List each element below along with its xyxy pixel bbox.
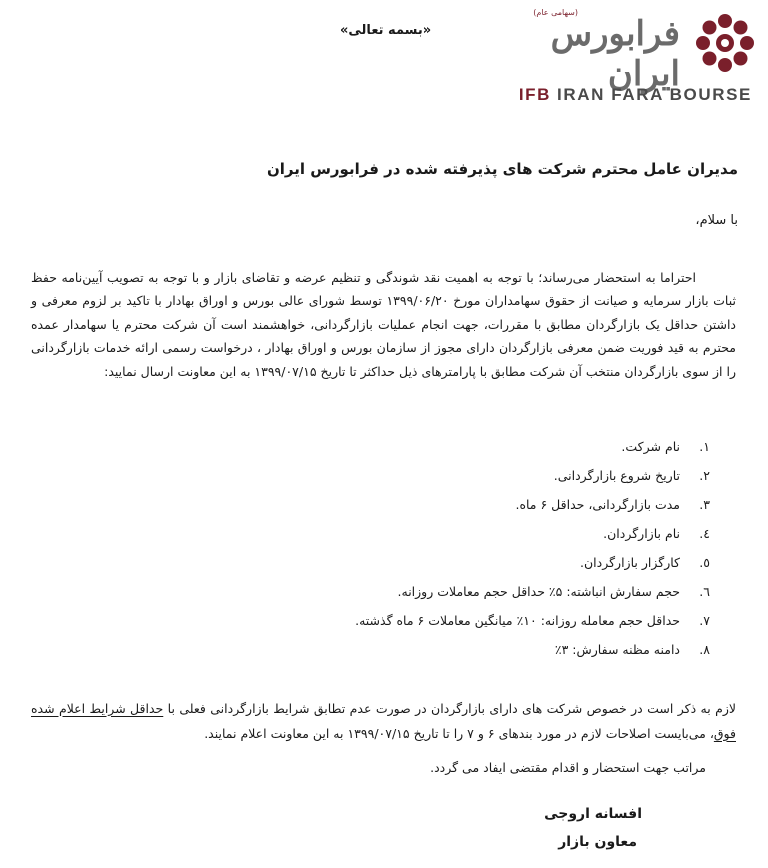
closing-underlined-text: حداقل شرایط اعلام شده فوق bbox=[31, 700, 736, 741]
body-text: احتراما به استحضار می‌رساند؛ با توجه به اهمیت نقد شوندگی و تنظیم عرضه و تقاضای بازار و با توجه به تصویب آیین‌نامه حفظ ثبات بازار سرمایه و صیانت از حقوق سهامداران مورخ ۱۳۹۹/۰۶/۲۰ توسط شورای عالی بورس و اوراق بهادار با تاکید بر لزوم معرفی و داشتن حداقل یک بازارگردان مطابق با مقررات، جهت انجام عملیات بازارگردانی، خواهشمند است آن شرکت محترم یا سهامدار عمده محترم به قید فوریت ضمن معرفی بازارگردان دارای مجوز از سازمان بورس و اوراق بهادار ، درخواست رسمی ارائه خدمات بازارگردانی را از سوی بازارگردان منتخب آن شرکت مطابق با پارامترهای ذیل حداکثر تا تاریخ ۱۳۹۹/۰۷/۱۵ به این معاونت ارسال نمایید: bbox=[31, 269, 736, 379]
params-list bbox=[60, 432, 710, 664]
final-line: مراتب جهت استحضار و اقدام مقتضی ایفاد می گردد. bbox=[430, 760, 706, 775]
closing-text-after: ، می‌بایست اصلاحات لازم در مورد بندهای ۶ و ۷ را تا تاریخ ۱۳۹۹/۰۷/۱۵ به این معاونت اعلام نمایند. bbox=[204, 725, 714, 741]
list-item-text: نام شرکت. bbox=[621, 439, 680, 454]
ifb-emblem-icon bbox=[692, 10, 758, 76]
logo-name-en-text: IRAN FARA BOURSE bbox=[557, 85, 752, 104]
closing-paragraph bbox=[31, 696, 736, 746]
list-item-number: ۸. bbox=[699, 642, 710, 657]
list-item-number: ۱. bbox=[699, 439, 710, 454]
list-item bbox=[60, 606, 710, 635]
list-item-number: ٥. bbox=[699, 555, 710, 570]
list-item-number: ۲. bbox=[699, 468, 710, 483]
list-item-text: تاریخ شروع بازارگردانی. bbox=[553, 468, 680, 483]
list-item-text: مدت بازارگردانی، حداقل ۶ ماه. bbox=[515, 497, 680, 512]
list-item-number: ۳. bbox=[699, 497, 710, 512]
list-item-text: کارگزار بازارگردان. bbox=[580, 555, 680, 570]
list-item-number: ٤. bbox=[699, 526, 710, 541]
logo-code: IFB bbox=[518, 85, 552, 104]
list-item-text: دامنه مظنه سفارش: ۳٪ bbox=[554, 642, 680, 657]
list-item-text: نام بازارگردان. bbox=[603, 526, 680, 541]
list-item-text: حجم سفارش انباشته: ۵٪ حداقل حجم معاملات روزانه. bbox=[397, 584, 680, 599]
addressee: مدیران عامل محترم شرکت های پذیرفته شده در فرابورس ایران bbox=[266, 160, 738, 178]
signer-title: معاون بازار bbox=[558, 834, 637, 850]
greeting: با سلام، bbox=[695, 213, 738, 228]
list-item-number: ۷. bbox=[699, 613, 710, 628]
closing-text-before: لازم به ذکر است در خصوص شرکت های دارای بازارگردان در صورت عدم تطابق شرایط بازارگردانی فعلی با bbox=[163, 700, 736, 716]
list-item-number: ٦. bbox=[699, 584, 710, 599]
logo-subtitle: (سهامی عام) bbox=[533, 8, 578, 17]
signer-name: افسانه اروجی bbox=[544, 806, 642, 822]
list-item bbox=[60, 577, 710, 606]
body-paragraph bbox=[31, 266, 736, 384]
list-item bbox=[60, 432, 710, 461]
list-item bbox=[60, 490, 710, 519]
ifb-logo bbox=[423, 8, 758, 108]
basmala: «بسمه تعالی» bbox=[340, 23, 432, 38]
list-item-text: حداقل حجم معامله روزانه: ۱۰٪ میانگین معاملات ۶ ماه گذشته. bbox=[355, 613, 680, 628]
list-item bbox=[60, 635, 710, 664]
logo-name-en bbox=[519, 85, 752, 105]
list-item bbox=[60, 519, 710, 548]
list-item bbox=[60, 461, 710, 490]
logo-name-fa: فرابورس ایران bbox=[550, 14, 680, 94]
list-item bbox=[60, 548, 710, 577]
